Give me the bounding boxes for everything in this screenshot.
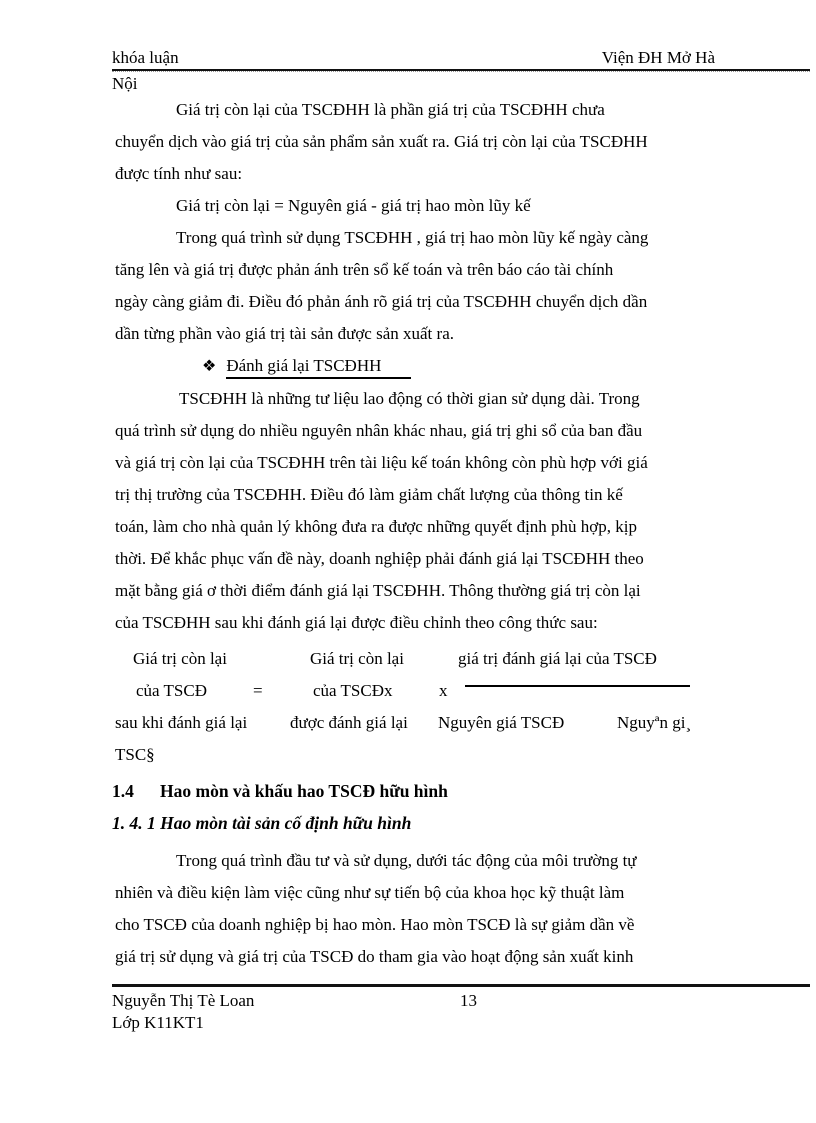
formula-garbled-text: Nguyªn gi¸ bbox=[617, 713, 692, 732]
formula-denominator: Nguyên giá TSCĐ bbox=[438, 713, 565, 732]
text-line: mặt bằng giá ơ thời điểm đánh giá lại TSCĐHH. Thông thường giá trị còn lại bbox=[115, 581, 641, 600]
formula-term: được đánh giá lại bbox=[290, 713, 408, 732]
text-line: nhiên và điều kiện làm việc cũng như sự tiến bộ của khoa học kỹ thuật làm bbox=[115, 883, 625, 902]
text-line: thời. Để khắc phục vấn đề này, doanh nghiệp phải đánh giá lại TSCĐHH theo bbox=[115, 549, 644, 568]
formula-inline-line: Giá trị còn lại = Nguyên giá - giá trị hao mòn lũy kế bbox=[176, 196, 531, 215]
document-body bbox=[112, 94, 717, 973]
paragraph bbox=[115, 94, 717, 190]
text-line: chuyển dịch vào giá trị của sản phẩm sản xuất ra. Giá trị còn lại của TSCĐHH bbox=[115, 132, 648, 151]
formula-term: Giá trị còn lại bbox=[133, 649, 227, 668]
formula-term: sau khi đánh giá lại bbox=[115, 713, 248, 732]
text-line: trị thị trường của TSCĐHH. Điều đó làm giảm chất lượng của thông tin kế bbox=[115, 485, 623, 504]
text-line: và giá trị còn lại của TSCĐHH trên tài liệu kế toán không còn phù hợp với giá bbox=[115, 453, 648, 472]
formula-term: Giá trị còn lại bbox=[310, 649, 404, 668]
header-row bbox=[112, 48, 810, 71]
bullet-heading-text: Đánh giá lại TSCĐHH bbox=[226, 356, 411, 379]
text-line: Trong quá trình sử dụng TSCĐHH , giá trị hao mòn lũy kế ngày càng bbox=[176, 228, 649, 247]
header-wrapped-text: Nội bbox=[112, 71, 810, 94]
page-header bbox=[112, 0, 810, 94]
formula-term: của TSCĐx bbox=[313, 681, 393, 700]
text-line: dần từng phần vào giá trị tài sản được sản xuất ra. bbox=[115, 324, 454, 343]
text-line: ngày càng giảm đi. Điều đó phản ánh rõ giá trị của TSCĐHH chuyển dịch dần bbox=[115, 292, 648, 311]
text-line: toán, làm cho nhà quản lý không đưa ra được những quyết định phù hợp, kịp bbox=[115, 517, 638, 536]
equals-sign: = bbox=[253, 681, 263, 700]
section-number: 1.4 bbox=[112, 781, 134, 801]
diamond-bullet-icon: ❖ bbox=[202, 358, 217, 375]
header-right-text: Viện ĐH Mở Hà bbox=[601, 48, 715, 67]
paragraph bbox=[115, 222, 717, 350]
text-line: quá trình sử dụng do nhiều nguyên nhân khác nhau, giá trị ghi sổ của ban đầu bbox=[115, 421, 643, 440]
text-line: TSCĐHH là những tư liệu lao động có thời gian sử dụng dài. Trong bbox=[179, 389, 640, 408]
section-title: Hao mòn và khấu hao TSCĐ hữu hình bbox=[160, 781, 448, 801]
text-line: Trong quá trình đầu tư và sử dụng, dưới tác động của môi trường tự bbox=[176, 851, 637, 870]
bullet-heading bbox=[202, 350, 717, 383]
header-left-text: khóa luận bbox=[112, 48, 179, 67]
section-heading bbox=[112, 775, 717, 807]
formula-block bbox=[115, 639, 717, 771]
footer-row bbox=[112, 990, 810, 1012]
paragraph bbox=[115, 190, 717, 222]
text-line: giá trị sử dụng và giá trị của TSCĐ do tham gia vào hoạt động sản xuất kinh bbox=[115, 947, 634, 966]
text-line: cho TSCĐ của doanh nghiệp bị hao mòn. Hao mòn TSCĐ là sự giảm dần về bbox=[115, 915, 635, 934]
formula-garbled-text: TSC§ bbox=[115, 745, 155, 764]
text-line: tăng lên và giá trị được phản ánh trên sổ kế toán và trên báo cáo tài chính bbox=[115, 260, 614, 279]
text-line: được tính như sau: bbox=[115, 164, 243, 183]
footer-author: Nguyễn Thị Tè Loan bbox=[112, 991, 255, 1010]
text-line: của TSCĐHH sau khi đánh giá lại được điều chỉnh theo công thức sau: bbox=[115, 613, 598, 632]
text-line: Giá trị còn lại của TSCĐHH là phần giá trị của TSCĐHH chưa bbox=[176, 100, 605, 119]
subsection-heading: 1. 4. 1 Hao mòn tài sản cố định hữu hình bbox=[112, 813, 412, 833]
multiply-sign: x bbox=[439, 681, 448, 700]
footer-class: Lớp K11KT1 bbox=[112, 1013, 204, 1032]
paragraph bbox=[115, 383, 717, 639]
formula-numerator: giá trị đánh giá lại của TSCĐ bbox=[458, 649, 657, 668]
formula-term: của TSCĐ bbox=[136, 681, 207, 700]
page-footer bbox=[112, 984, 810, 1034]
paragraph bbox=[115, 845, 717, 973]
fraction-bar bbox=[465, 685, 690, 687]
page-number: 13 bbox=[460, 991, 477, 1010]
